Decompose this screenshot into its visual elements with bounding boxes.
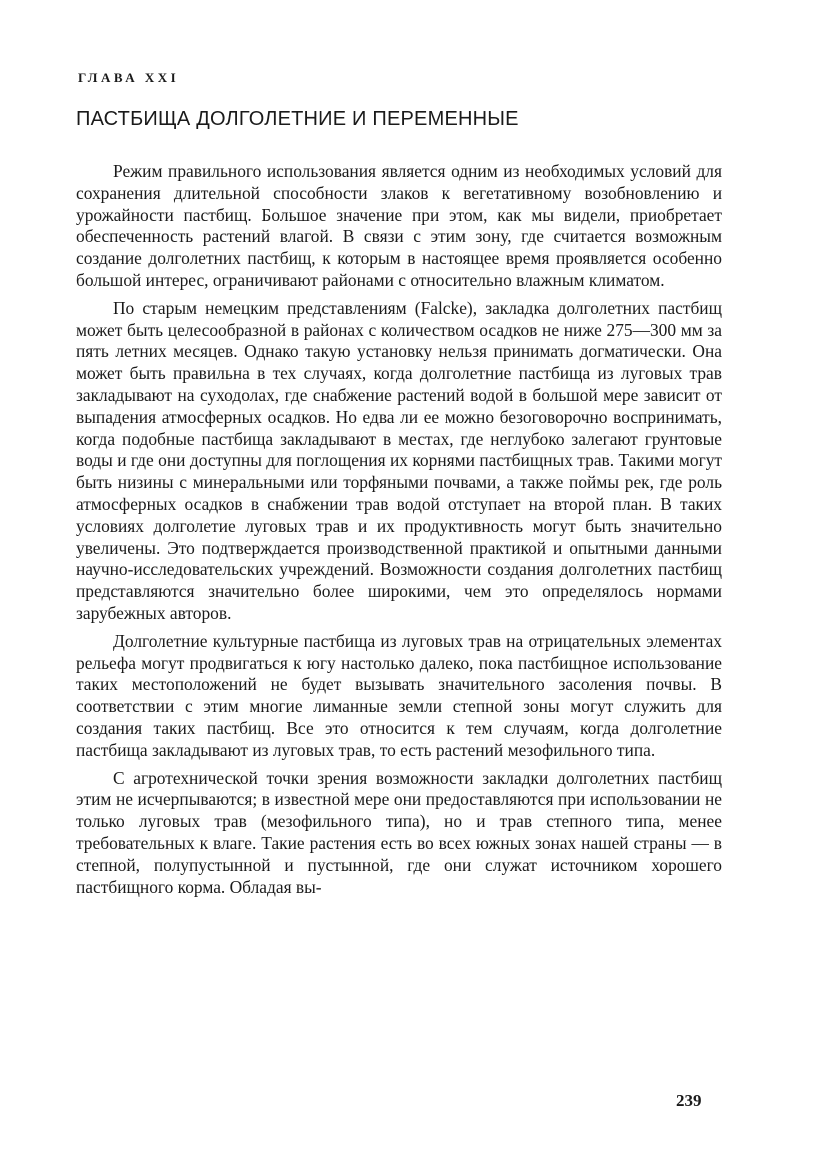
- book-page: [76, 68, 722, 904]
- paragraph: По старым немецким представлениям (Falcke), закладка долголетних пастбищ может быть целесообразной в районах с количеством осадков не ниже 275—300 мм за пять летних месяцев. Однако такую установку нельзя принимать догматически. Она может быть правильна в тех случаях, когда долголетние пастбища из луговых трав закладывают на суходолах, где снабжение растений водой в большой мере зависит от выпадения атмосферных осадков. Но едва ли ее можно безоговорочно воспринимать, когда подобные пастбища закладывают в местах, где неглубоко залегают грунтовые воды и где они доступны для поглощения их корнями пастбищных трав. Такими могут быть низины с минеральными или торфяными почвами, а также поймы рек, где роль атмосферных осадков в снабжении трав водой отступает на второй план. В таких условиях долголетие луговых трав и их продуктивность могут быть значительно увеличены. Это подтверждается производственной практикой и опытными данными научно-исследовательских учреждений. Возможности создания долголетних пастбищ представляются значительно более широкими, чем это определялось нормами зарубежных авторов.: [76, 297, 722, 623]
- page-number: 239: [676, 1091, 702, 1110]
- body-text: [76, 161, 722, 898]
- chapter-title: ПАСТБИЩА ДОЛГОЛЕТНИЕ И ПЕРЕМЕННЫЕ: [76, 108, 519, 130]
- paragraph: С агротехнической точки зрения возможности закладки долголетних пастбищ этим не исчерпываются; в известной мере они предоставляются при использовании не только луговых трав (мезофильного типа), но и трав степного типа, менее требовательных к влаге. Такие растения есть во всех южных зонах нашей страны — в степной, полупустынной и пустынной, где они служат источником хорошего пастбищного корма. Обладая вы-: [76, 767, 722, 897]
- paragraph: Режим правильного использования является одним из необходимых условий для сохранения длительной способности злаков к вегетативному возобновлению и урожайности пастбищ. Большое значение при этом, как мы видели, приобретает обеспеченность растений влагой. В связи с этим зону, где считается возможным создание долголетних пастбищ, к которым в настоящее время проявляется особенно большой интерес, ограничивают районами с относительно влажным климатом.: [76, 161, 722, 290]
- chapter-label: ГЛАВА XXI: [78, 70, 180, 85]
- paragraph: Долголетние культурные пастбища из луговых трав на отрицательных элементах рельефа могут продвигаться к югу настолько далеко, пока пастбищное использование таких местоположений не будет вызывать значительного засоления почвы. В соответствии с этим многие лиманные земли степной зоны могут служить для создания таких пастбищ. Все это относится к тем случаям, когда долголетние пастбища закладывают из луговых трав, то есть растений мезофильного типа.: [76, 630, 722, 760]
